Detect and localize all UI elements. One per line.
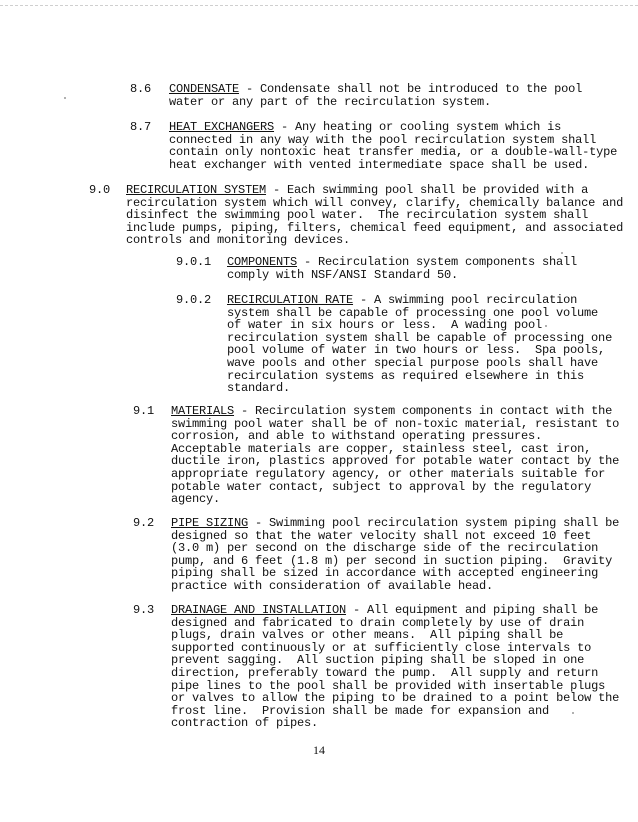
section-text-line: prevent sagging. All suction piping shall be sloped in one [171, 653, 585, 668]
section-text-line: - Condensate shall not be introduced to the pool [239, 82, 583, 96]
section-text-line: - Any heating or cooling system which is [274, 120, 562, 134]
section-number: 9.0 [89, 183, 111, 197]
section-text-line: direction, preferably toward the pump. All supply and return [171, 665, 599, 680]
section-text-line: practice with consideration of available head. [171, 578, 494, 593]
scan-speck [64, 97, 66, 99]
section-number: 9.0.2 [176, 293, 212, 307]
section-text-line: standard. [227, 381, 291, 396]
section-text-line: - Recirculation system components shall [297, 255, 578, 269]
section-text-line: (3.0 m) per second on the discharge side of the recirculation [171, 541, 599, 556]
section-text-line: pipe lines to the pool shall be provided with insertable plugs [171, 678, 606, 693]
section-text-line: pool volume of water in two hours or less. Spa pools, [227, 343, 606, 358]
section-text-line: - All equipment and piping shall be [346, 603, 599, 617]
section-text-line: swimming pool water shall be of non-toxic material, resistant to [171, 416, 620, 431]
section-text-line: controls and monitoring devices. [126, 233, 351, 248]
section-text-line: - A swimming pool recirculation [353, 293, 578, 307]
section-text-line: connected in any way with the pool recirculation system shall [169, 132, 597, 147]
section-text-line: recirculation system shall be capable of processing one [227, 330, 613, 345]
section-text-line: supported continuously or at sufficiently close intervals to [171, 640, 592, 655]
section-text-line: Acceptable materials are copper, stainless steel, cast iron, [171, 441, 592, 456]
scan-speck [572, 712, 574, 714]
section-text-line: heat exchanger with vented intermediate space shall be used. [169, 157, 590, 172]
section-text-line: wave pools and other special purpose pools shall have [227, 355, 599, 370]
section-text-line: recirculation system which will convey, clarify, chemically balance and [126, 195, 624, 210]
section-number: 9.0.1 [176, 255, 212, 269]
scan-edge-line [0, 5, 638, 6]
section-text-line: frost line. Provision shall be made for expansion and [171, 703, 550, 718]
section-text-line: comply with NSF/ANSI Standard 50. [227, 267, 459, 282]
section-number: 9.2 [133, 516, 155, 530]
section-number: 8.7 [130, 120, 152, 134]
section-heading: DRAINAGE AND INSTALLATION [171, 603, 347, 617]
section-text-line: appropriate regulatory agency, or other materials suitable for [171, 466, 606, 481]
section-heading: PIPE SIZING [171, 516, 249, 530]
section-text-line: disinfect the swimming pool water. The recirculation system shall [126, 208, 589, 223]
section-9-3 [133, 603, 620, 731]
page-number: 14 [313, 743, 325, 757]
scan-speck [545, 325, 547, 327]
section-text-line: agency. [171, 492, 221, 507]
section-text-line: potable water contact, subject to approval by the regulatory [171, 479, 592, 494]
section-heading: MATERIALS [171, 404, 235, 418]
section-text-line: plugs, drain valves or other means. All piping shall be [171, 628, 564, 643]
section-text-line: water or any part of the recirculation system. [169, 94, 492, 109]
section-heading: HEAT EXCHANGERS [169, 120, 275, 134]
section-8-7 [130, 120, 618, 172]
section-number: 8.6 [130, 82, 152, 96]
section-text-line: - Swimming pool recirculation system piping shall be [248, 516, 620, 530]
section-text-line: recirculation systems as required elsewhere in this [227, 368, 585, 383]
section-9-2 [133, 516, 620, 593]
section-text-line: contain only nontoxic heat transfer media, or a double-wall-type [169, 145, 618, 160]
section-text-line: designed and fabricated to drain completely by use of drain [171, 615, 585, 630]
section-text-line: pump, and 6 feet (1.8 m) per second in suction piping. Gravity [171, 553, 613, 568]
section-9-0 [89, 183, 624, 248]
section-text-line: system shall be capable of processing one pool volume [227, 305, 599, 320]
section-text-line: corrosion, and able to withstand operating pressures. [171, 429, 543, 444]
section-number: 9.3 [133, 603, 155, 617]
section-text-line: piping shall be sized in accordance with accepted engineering [171, 566, 599, 581]
section-9-1 [133, 404, 620, 507]
section-text-line: ductile iron, plastics approved for potable water contact by the [171, 454, 620, 469]
section-text-line: of water in six hours or less. A wading pool [227, 318, 543, 333]
section-heading: CONDENSATE [169, 82, 240, 96]
section-9-0-2 [176, 293, 613, 396]
section-number: 9.1 [133, 404, 155, 418]
section-heading: RECIRCULATION RATE [227, 293, 354, 307]
section-text-line: contraction of pipes. [171, 716, 319, 731]
section-text-line: or valves to allow the piping to be drained to a point below the [171, 691, 620, 706]
section-text-line: - Recirculation system components in contact with the [234, 404, 613, 418]
section-text-line: designed so that the water velocity shall not exceed 10 feet [171, 528, 592, 543]
section-text-line: - Each swimming pool shall be provided with a [266, 183, 589, 197]
section-text-line: include pumps, piping, filters, chemical feed equipment, and associated [126, 220, 624, 235]
scan-speck [561, 252, 563, 254]
section-heading: COMPONENTS [227, 255, 298, 269]
section-heading: RECIRCULATION SYSTEM [126, 183, 267, 197]
